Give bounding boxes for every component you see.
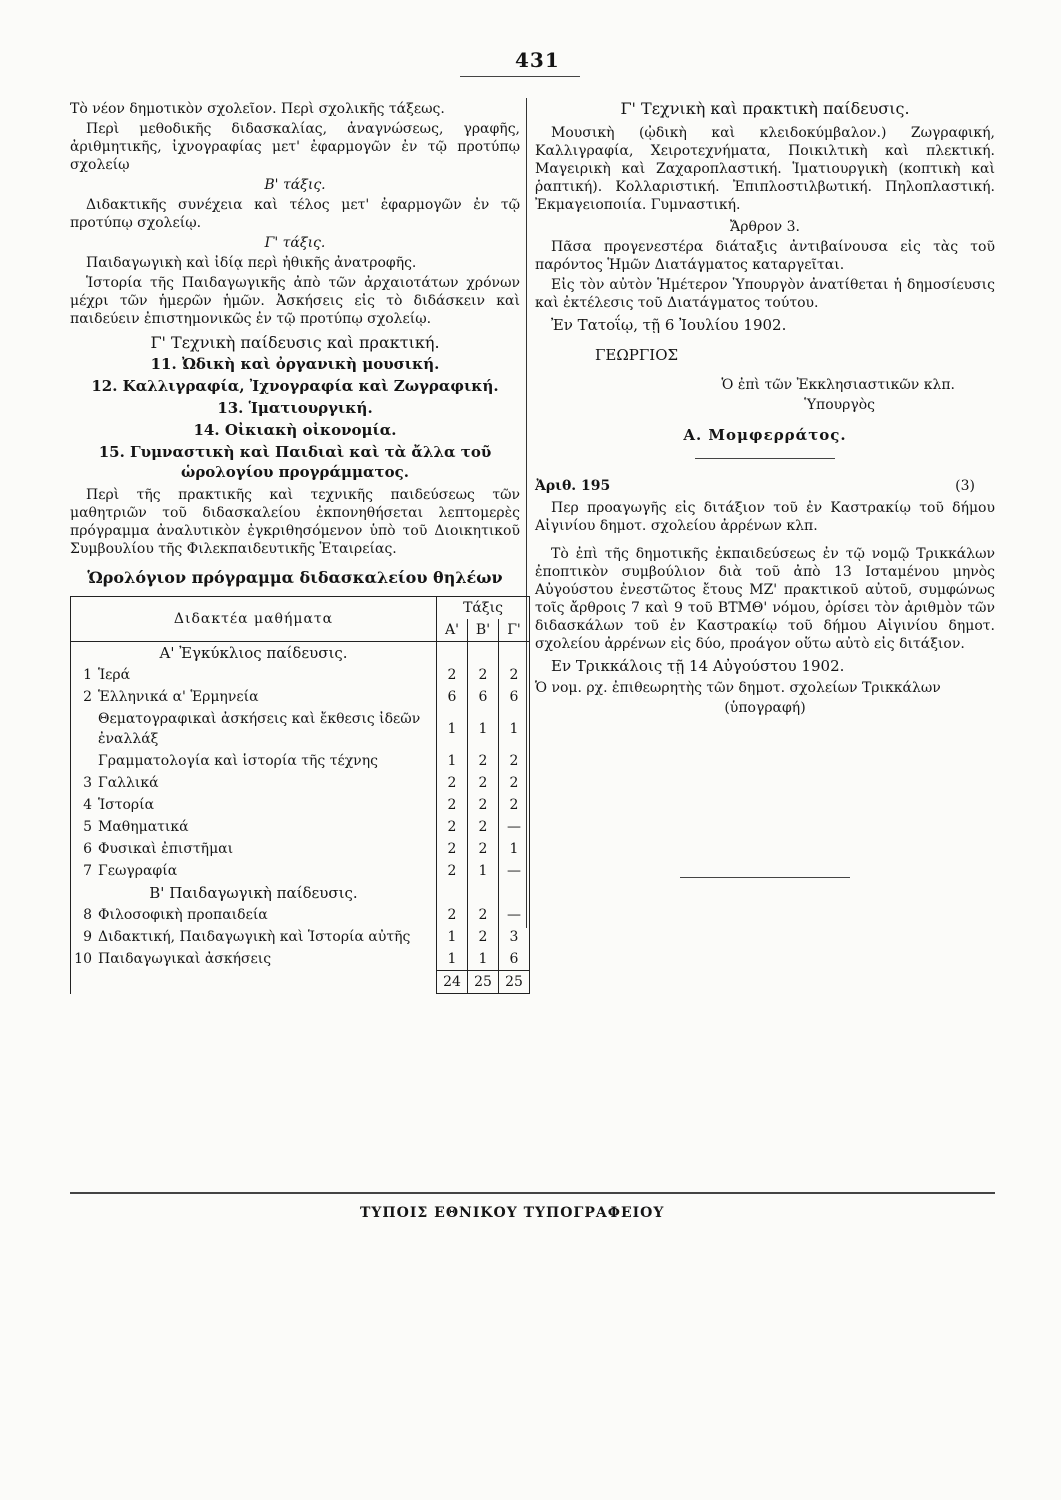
subject-name: Ἱστορία	[95, 794, 437, 816]
table-row	[71, 948, 530, 971]
table-title: Ὡρολόγιον πρόγραμμα διδασκαλείου θηλέων	[87, 568, 503, 587]
decision-number-row	[535, 477, 995, 495]
hours-cell: 2	[468, 904, 499, 926]
class-a-header: Α'	[437, 619, 468, 642]
signature-line: Ὁ νομ. ρχ. ἐπιθεωρητὴς τῶν δημοτ. σχολείων Τρικκάλων	[535, 680, 941, 696]
printer-imprint: ΤΥΠΟΙΣ ΕΘΝΙΚΟΥ ΤΥΠΟΓΡΑΦΕΙΟΥ	[360, 1205, 665, 1221]
item-12: 12. Καλλιγραφία, Ἰχνογραφία καὶ Ζωγραφική.	[91, 377, 499, 395]
hours-cell: 2	[468, 772, 499, 794]
hours-cell: 2	[437, 838, 468, 860]
hours-cell: 2	[468, 794, 499, 816]
hours-cell: 1	[437, 926, 468, 948]
row-number: 7	[71, 860, 96, 882]
hours-cell: —	[499, 904, 530, 926]
section-heading: Γ' Τεχνικὴ παίδευσις καὶ πρακτική.	[150, 333, 440, 352]
hours-cell: 1	[499, 708, 530, 750]
hours-cell: —	[499, 816, 530, 838]
subject-name: Μαθηματικά	[95, 816, 437, 838]
decision-subject: Περ προαγωγῆς εἰς διτάξιον τοῦ ἐν Καστρακίῳ τοῦ δήμου Αἰγινίου δημοτ. σχολείου ἀρρένων κλπ.	[535, 500, 995, 534]
table-row	[71, 838, 530, 860]
decision-number: Ἀριθ. 195	[535, 478, 611, 494]
class-b-header: Β'	[468, 619, 499, 642]
hours-cell: 2	[499, 664, 530, 686]
table-row	[71, 904, 530, 926]
row-number: 8	[71, 904, 96, 926]
hours-cell: 3	[499, 926, 530, 948]
subject-name: Γεωγραφία	[95, 860, 437, 882]
hours-cell: 2	[468, 664, 499, 686]
item-14: 14. Οἰκιακὴ οἰκονομία.	[193, 421, 397, 439]
subject-name: Ἱερά	[95, 664, 437, 686]
section-b-title: Β' Παιδαγωγικὴ παίδευσις.	[71, 882, 437, 904]
date-line: Ἐν Τατοΐῳ, τῇ 6 Ἰουλίου 1902.	[551, 316, 787, 334]
classes-header: Τάξις	[437, 597, 530, 620]
paragraph: Ἱστορία τῆς Παιδαγωγικῆς ἀπὸ τῶν ἀρχαιοτάτων χρόνων μέχρι τῶν ἡμερῶν ἡμῶν. Ἀσκήσεις εἰς τὸ διδάσκειν καὶ παιδεύειν ἐπιστημονικῶς ἐν τῷ προτύπῳ σχολείῳ.	[70, 275, 520, 327]
hours-cell: 2	[468, 838, 499, 860]
hours-cell: 1	[499, 838, 530, 860]
paragraph: Πᾶσα προγενεστέρα διάταξις ἀντιβαίνουσα εἰς τὰς τοῦ παρόντος Ἡμῶν Διατάγματος καταργεῖται.	[535, 239, 995, 273]
minister-signature: Α. Μομφερράτος.	[683, 426, 847, 444]
left-column	[70, 100, 523, 994]
bottom-rule	[70, 1192, 995, 1194]
subject-name: Θεματογραφικαὶ ἀσκήσεις καὶ ἔκθεσις ἰδεῶν ἐναλλάξ	[95, 708, 437, 750]
section-heading: Γ' Τεχνικὴ καὶ πρακτικὴ παίδευσις.	[620, 99, 910, 118]
hours-cell: 1	[437, 708, 468, 750]
hours-cell: 6	[468, 686, 499, 708]
hours-cell: 2	[437, 860, 468, 882]
subject-name: Γραμματολογία καὶ ἱστορία τῆς τέχνης	[95, 750, 437, 772]
table-row	[71, 664, 530, 686]
subject-name: Παιδαγωγικαὶ ἀσκήσεις	[95, 948, 437, 971]
minister-title: Ὑπουργὸς	[804, 397, 875, 413]
hours-cell: 6	[499, 948, 530, 971]
hours-cell: 2	[437, 664, 468, 686]
subject-name: Γαλλικά	[95, 772, 437, 794]
subject-name: Διδακτική, Παιδαγωγικὴ καὶ Ἱστορία αὐτῆς	[95, 926, 437, 948]
table-row	[71, 750, 530, 772]
paragraph: Μουσικὴ (ᾠδικὴ καὶ κλειδοκύμβαλον.) Ζωγραφική, Καλλιγραφία, Χειροτεχνήματα, Ποικιλτικὴ καὶ πλεκτική. Μαγειρικὴ καὶ Ζαχαροπλαστική. Ἱματιουργικὴ (κοπτικὴ καὶ ῥαπτική). Κολλαριστική. Ἐπιπλοστιλβωτική. Πηλοπλαστική. Ἐκμαγειοποιία. Γυμναστική.	[535, 125, 995, 213]
table-row	[71, 860, 530, 882]
hours-cell: 1	[468, 860, 499, 882]
paragraph: Περὶ μεθοδικῆς διδασκαλίας, ἀναγνώσεως, γραφῆς, ἀριθμητικῆς, ἰχνογραφίας μετ' ἐφαρμογῶν ἐν τῷ προτύπῳ σχολείῳ	[70, 121, 520, 173]
subject-name: Φιλοσοφικὴ προπαιδεία	[95, 904, 437, 926]
paragraph: Τὸ ἐπὶ τῆς δημοτικῆς ἐκπαιδεύσεως ἐν τῷ νομῷ Τρικκάλων ἐποπτικὸν συμβούλιον διὰ τοῦ ἀπὸ 13 Ισταμένου μηνὸς Αὐγούστου ἐνεστῶτος ἔτους ΜΖ' πρακτικοῦ αὐτοῦ, συμφώνως τοῖς ἄρθροις 7 καὶ 9 τοῦ ΒΤΜΘ' νόμου, ὁρίσει τὸν ἀριθμὸν τῶν διδασκάλων τοῦ ἐν Καστρακίῳ τοῦ δήμου Αἰγινίου δημοτ. σχολείου ἀρρένων εἰς δύο, προάγον οὕτω αὐτὸ εἰς διτάξιον.	[535, 546, 995, 652]
class-heading-b: Β' τάξις.	[264, 177, 326, 193]
total-b: 25	[468, 971, 499, 994]
row-number: 5	[71, 816, 96, 838]
hours-cell: 2	[437, 772, 468, 794]
row-number	[71, 708, 96, 750]
timetable	[70, 596, 530, 994]
hours-cell: 2	[499, 750, 530, 772]
hours-cell: 1	[437, 750, 468, 772]
total-a: 24	[437, 971, 468, 994]
article-heading: Ἄρθρον 3.	[730, 219, 800, 235]
hours-cell: —	[499, 860, 530, 882]
subject-name: Φυσικαὶ ἐπιστῆμαι	[95, 838, 437, 860]
item-15: 15. Γυμναστικὴ καὶ Παιδιαὶ καὶ τὰ ἄλλα τοῦ ὡρολογίου προγράμματος.	[98, 443, 492, 481]
total-c: 25	[499, 971, 530, 994]
divider	[680, 877, 850, 878]
hours-cell: 2	[499, 772, 530, 794]
hours-cell: 2	[468, 926, 499, 948]
top-rule	[460, 76, 580, 77]
hours-cell: 6	[499, 686, 530, 708]
item-11: 11. Ὠδικὴ καὶ ὀργανικὴ μουσική.	[150, 355, 440, 373]
right-column	[535, 100, 995, 878]
row-number: 9	[71, 926, 96, 948]
hours-cell: 2	[437, 794, 468, 816]
table-row	[71, 926, 530, 948]
row-number: 3	[71, 772, 96, 794]
hours-cell: 2	[499, 794, 530, 816]
hours-cell: 2	[437, 816, 468, 838]
class-heading-c: Γ' τάξις.	[264, 235, 326, 251]
row-number: 2	[71, 686, 96, 708]
table-row	[71, 816, 530, 838]
item-13: 13. Ἱματιουργική.	[217, 399, 373, 417]
hours-cell: 2	[468, 750, 499, 772]
subjects-header: Διδακτέα μαθήματα	[71, 597, 437, 642]
king-name: ΓΕΩΡΓΙΟΣ	[595, 346, 679, 364]
hours-cell: 1	[468, 948, 499, 971]
table-row	[71, 772, 530, 794]
signature-note: (ὑπογραφή)	[724, 700, 806, 716]
table-row	[71, 794, 530, 816]
subject-name: Ἑλληνικά α' Ἑρμηνεία	[95, 686, 437, 708]
hours-cell: 2	[468, 816, 499, 838]
hours-cell: 2	[437, 904, 468, 926]
row-number: 10	[71, 948, 96, 971]
row-number	[71, 750, 96, 772]
hours-cell: 1	[437, 948, 468, 971]
row-number: 4	[71, 794, 96, 816]
page-number: 431	[515, 48, 560, 72]
paragraph: Διδακτικῆς συνέχεια καὶ τέλος μετ' ἐφαρμογῶν ἐν τῷ προτύπῳ σχολείῳ.	[70, 197, 520, 231]
paragraph: Παιδαγωγικὴ καὶ ἰδίᾳ περὶ ἠθικῆς ἀνατροφῆς.	[86, 255, 417, 271]
row-number: 1	[71, 664, 96, 686]
class-c-header: Γ'	[499, 619, 530, 642]
minister-role: Ὁ ἐπὶ τῶν Ἐκκλησιαστικῶν κλπ.	[721, 377, 955, 393]
paragraph: Εἰς τὸν αὐτὸν Ἡμέτερον Ὑπουργὸν ἀνατίθεται ἡ δημοσίευσις καὶ ἐκτέλεσις τοῦ Διατάγματος τούτου.	[535, 277, 995, 311]
date-line: Εν Τρικκάλοις τῇ 14 Αὐγούστου 1902.	[551, 657, 845, 675]
paragraph: Περὶ τῆς πρακτικῆς καὶ τεχνικῆς παιδεύσεως τῶν μαθητριῶν τοῦ διδασκαλείου ἐκπονηθήσεται λεπτομερὲς πρόγραμμα ἀναλυτικὸν ἐγκριθησόμενον ὑπὸ τοῦ Διοικητικοῦ Συμβουλίου τῆς Φιλεκπαιδευτικῆς Ἑταιρείας.	[70, 487, 520, 557]
hours-cell: 1	[468, 708, 499, 750]
row-number: 6	[71, 838, 96, 860]
divider	[695, 458, 835, 459]
hours-cell: 6	[437, 686, 468, 708]
paragraph: Τὸ νέον δημοτικὸν σχολεῖον. Περὶ σχολικῆς τάξεως.	[70, 101, 445, 117]
table-row	[71, 686, 530, 708]
section-a-title: Α' Ἐγκύκλιος παίδευσις.	[71, 642, 437, 665]
table-row	[71, 708, 530, 750]
decision-code: (3)	[955, 478, 975, 494]
